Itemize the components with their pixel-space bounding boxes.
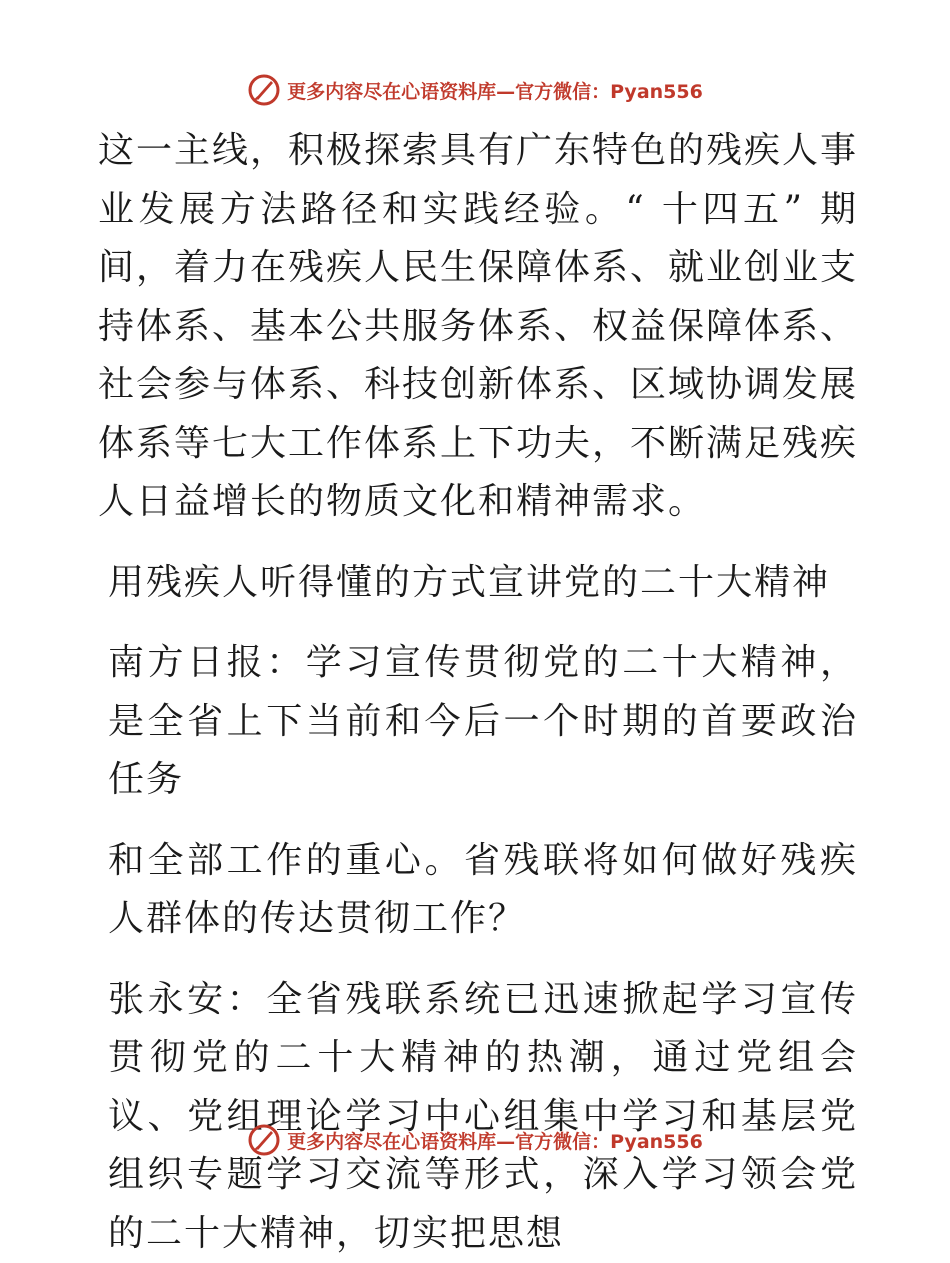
header-watermark-text: 更多内容尽在心语资料库—官方微信：Pyan556	[287, 77, 703, 104]
article-body	[98, 122, 858, 1263]
header-watermark-banner	[0, 70, 950, 110]
paragraph-question-part2: 和全部工作的重心。省残联将如何做好残疾人群体的传达贯彻工作？	[98, 832, 858, 949]
quill-logo-icon	[247, 73, 281, 107]
footer-watermark-text: 更多内容尽在心语资料库—官方微信：Pyan556	[287, 1127, 703, 1154]
paragraph-answer: 张永安：全省残联系统已迅速掀起学习宣传贯彻党的二十大精神的热潮，通过党组会议、党组理论学习中心组集中学习和基层党组织专题学习交流等形式，深入学习领会党的二十大精神，切实把思想	[98, 971, 858, 1263]
paragraph-main-line: 这一主线，积极探索具有广东特色的残疾人事业发展方法路径和实践经验。“ 十四五” 期间，着力在残疾人民生保障体系、就业创业支持体系、基本公共服务体系、权益保障体系、社会参与体系、科技创新体系、区域协调发展体系等七大工作体系上下功夫，不断满足残疾人日益增长的物质文化和精神需求。	[98, 122, 858, 532]
footer-watermark-banner	[0, 1120, 950, 1160]
paragraph-question-part1: 南方日报：学习宣传贯彻党的二十大精神，是全省上下当前和今后一个时期的首要政治任务	[98, 634, 858, 810]
quill-logo-icon	[247, 1123, 281, 1157]
section-heading: 用残疾人听得懂的方式宣讲党的二十大精神	[98, 554, 858, 613]
